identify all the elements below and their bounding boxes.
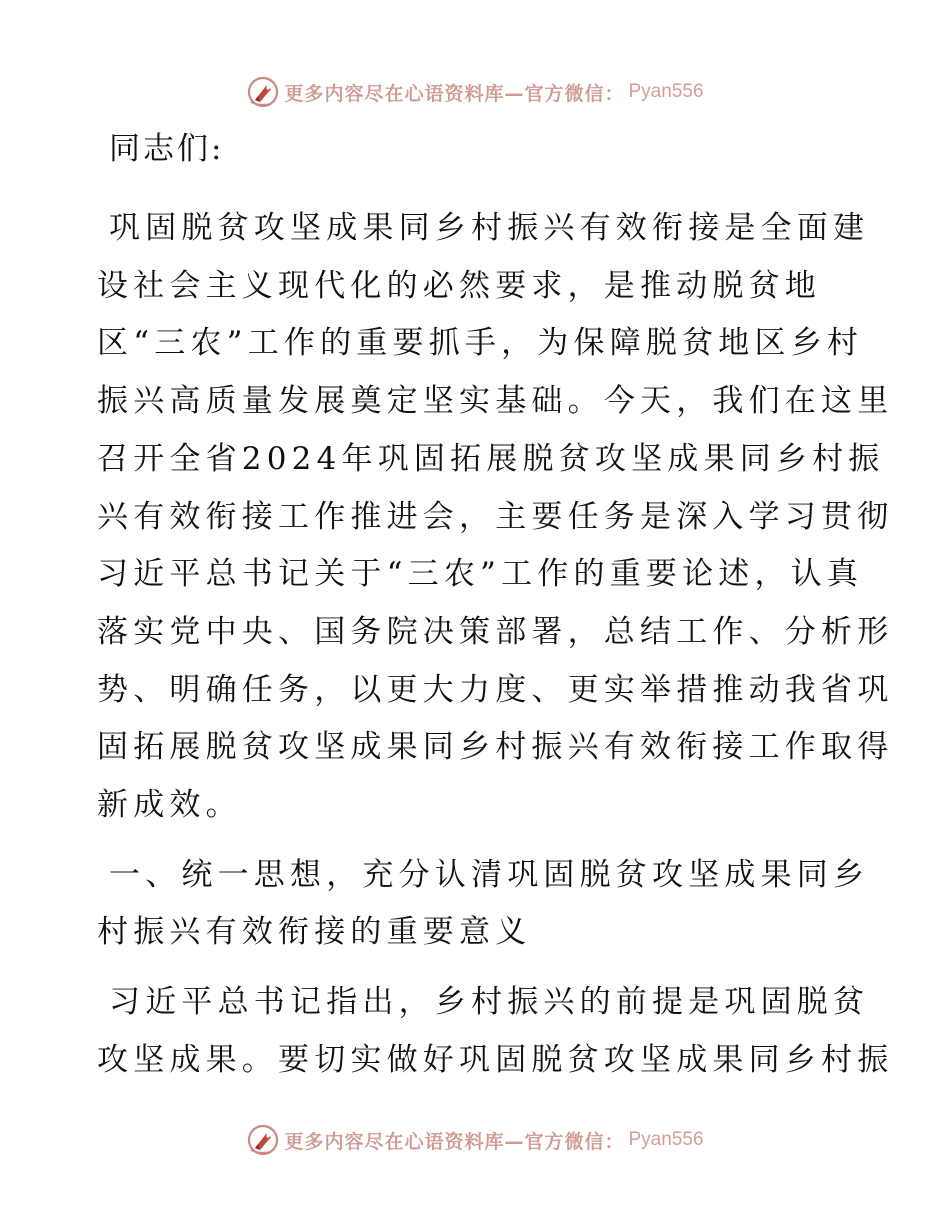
- watermark-handle: Pyan556: [628, 81, 704, 102]
- text-line: 攻坚成果。要切实做好巩固脱贫攻坚成果同乡村振: [97, 1041, 894, 1078]
- text-line: 新成效。: [97, 787, 242, 824]
- footer-watermark: [0, 1118, 950, 1162]
- text-line: 区“三农”工作的重要抓手，为保障脱贫地区乡村: [97, 325, 864, 362]
- pen-nib-circle-icon: [246, 75, 280, 109]
- text-line: 兴有效衔接工作推进会，主要任务是深入学习贯彻: [97, 498, 894, 535]
- greeting: 同志们:: [109, 131, 225, 167]
- watermark-handle: Pyan556: [628, 1129, 704, 1150]
- text-line: 巩固脱贫攻坚成果同乡村振兴有效衔接是全面建: [109, 210, 870, 246]
- paragraph-section-1: [97, 974, 894, 1089]
- heading-line: 一、统一思想，充分认清巩固脱贫攻坚成果同乡: [109, 856, 870, 893]
- header-watermark: [0, 70, 950, 114]
- text-line: 设社会主义现代化的必然要求，是推动脱贫地: [97, 267, 821, 304]
- watermark-text: 更多内容尽在心语资料库—官方微信：: [284, 1130, 625, 1153]
- text-line: 习近平总书记关于“三农”工作的重要论述，认真: [97, 556, 864, 593]
- heading-line: 村振兴有效衔接的重要意义: [97, 914, 532, 951]
- text-line: 振兴高质量发展奠定坚实基础。今天，我们在这里: [97, 383, 894, 420]
- paragraph-intro: [97, 200, 894, 835]
- pen-nib-circle-icon: [246, 1123, 280, 1157]
- document-body: [97, 120, 894, 1102]
- text-line: 势、明确任务，以更大力度、更实举措推动我省巩: [97, 671, 894, 708]
- text-line: 召开全省2024年巩固拓展脱贫攻坚成果同乡村振: [97, 440, 885, 477]
- text-line: 落实党中央、国务院决策部署，总结工作、分析形: [97, 613, 894, 650]
- watermark-text: 更多内容尽在心语资料库—官方微信：: [284, 82, 625, 105]
- text-line: 习近平总书记指出，乡村振兴的前提是巩固脱贫: [109, 984, 870, 1021]
- text-line: 固拓展脱贫攻坚成果同乡村振兴有效衔接工作取得: [97, 729, 894, 766]
- section-heading: [97, 847, 870, 962]
